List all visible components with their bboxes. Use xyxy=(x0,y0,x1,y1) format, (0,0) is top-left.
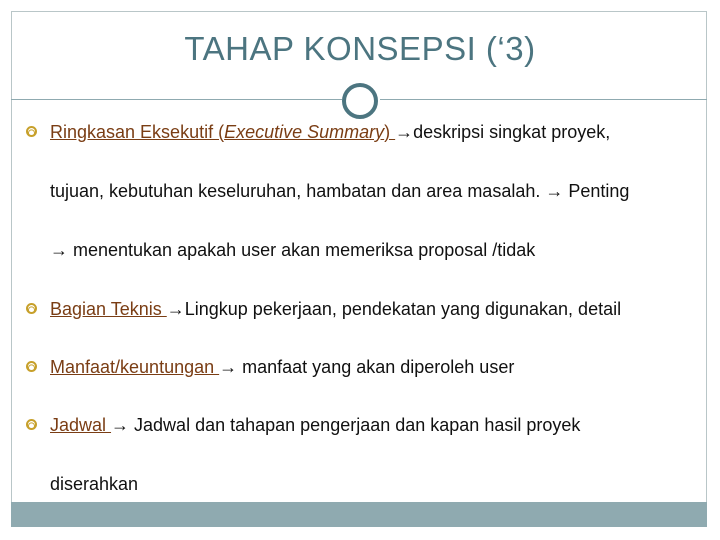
bullet-icon xyxy=(24,359,40,375)
description-line: Lingkup pekerjaan, pendekatan yang digunakan, detail xyxy=(184,299,622,319)
arrow-icon: → xyxy=(219,357,238,377)
description-line: manfaat yang akan diperoleh user xyxy=(237,357,515,377)
arrow-icon: → xyxy=(166,299,185,319)
footer-bar xyxy=(11,502,707,527)
bullet-icon xyxy=(24,124,40,140)
list-item-manfaat xyxy=(22,353,712,382)
description-line: diserahkan xyxy=(50,474,139,494)
description-line: tujuan, kebutuhan keseluruhan, hambatan dan area masalah. → Penting xyxy=(50,181,630,201)
bullet-icon xyxy=(24,417,40,433)
list-item-jadwal xyxy=(22,411,712,499)
bullet-list xyxy=(22,118,712,499)
term-bagian-teknis: Bagian Teknis xyxy=(50,299,167,319)
slide-title: TAHAP KONSEPSI (‘3) xyxy=(184,30,536,67)
title-rule-left xyxy=(11,99,342,100)
circle-ornament-icon xyxy=(342,83,378,119)
arrow-icon: → xyxy=(395,122,414,142)
description-line: → menentukan apakah user akan memeriksa proposal /tidak xyxy=(50,240,536,260)
term-manfaat: Manfaat/keuntungan xyxy=(50,357,220,377)
arrow-icon: → xyxy=(111,415,130,435)
list-item-ringkasan-eksekutif xyxy=(22,118,712,265)
bullet-icon xyxy=(24,301,40,317)
list-item-bagian-teknis xyxy=(22,295,712,324)
term-ringkasan-eksekutif: Ringkasan Eksekutif (Executive Summary) xyxy=(50,122,396,142)
term-jadwal: Jadwal xyxy=(50,415,112,435)
title-rule-right xyxy=(380,99,707,100)
description-line: deskripsi singkat proyek, xyxy=(413,122,611,142)
description-line: Jadwal dan tahapan pengerjaan dan kapan hasil proyek xyxy=(129,415,581,435)
